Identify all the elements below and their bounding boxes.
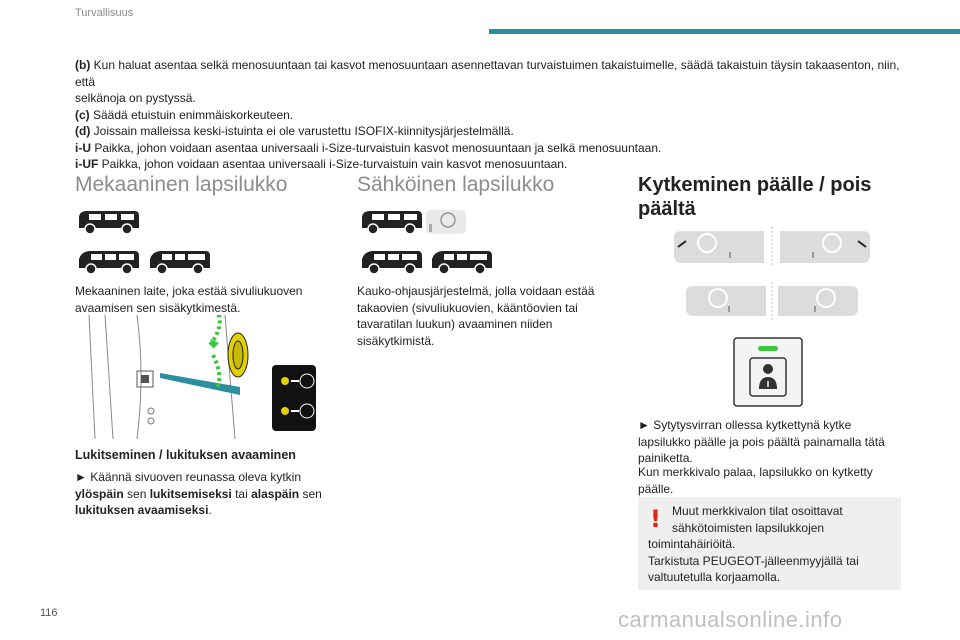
- intro-line: (b) Kun haluat asentaa selkä menosuuntaan tai kasvot menosuuntaan asennettavan turvaistuimen takaistuimelle, säädä takaistuin täysin takaasenton, niin, että: [75, 58, 900, 89]
- intro-line: i-U Paikka, johon voidaan asentaa universaali i-Size-turvaistuin kasvot menosuuntaan ja selkä menosuuntaan.: [75, 140, 662, 155]
- section-header-title: Turvallisuus: [75, 7, 134, 19]
- van-xl-icon: [428, 248, 494, 276]
- van-xl-icon: [146, 248, 212, 276]
- van-long-icon: [75, 248, 141, 276]
- intro-notes: [75, 57, 905, 173]
- electric-description: Kauko-ohjausjärjestelmä, jolla voidaan estää takaovien (sivuliukuovien, kääntöovien tai tavaratilan luukun) avaaminen niiden sisäkytkimistä.: [357, 284, 595, 348]
- intro-line: i-UF Paikka, johon voidaan asentaa universaali i-Size-turvaistuin vain kasvot menosuuntaan.: [75, 157, 568, 171]
- mechanical-description: Mekaaninen laite, joka estää sivuliukuoven avaamisen sen sisäkytkimestä.: [75, 284, 303, 315]
- watermark: carmanualsonline.info: [618, 607, 843, 632]
- switching-instruction: ► Sytytysvirran ollessa kytkettynä kytke lapsilukko päälle ja pois päältä painamalla tätä painiketta.: [638, 418, 885, 465]
- warning-box: [638, 497, 901, 590]
- lock-unlock-subheading: Lukitseminen / lukituksen avaaminen: [75, 448, 296, 462]
- intro-line: (c) Säädä etuistuin enimmäiskorkeuteen.: [75, 107, 294, 122]
- warning-text: Muut merkkivalon tilat osoittavat sähkötoimisten lapsilukkojen toimintahäiriöitä. Tarkistuta PEUGEOT-jälleenmyyjällä tai valtuutetulla korjaamolla.: [648, 504, 859, 584]
- van-long-icon: [358, 248, 424, 276]
- mechanical-instruction: ► Käännä sivuoven reunassa oleva kytkin ylöspäin sen lukitsemiseksi tai alaspäin sen lukituksen avaamiseksi.: [75, 470, 322, 517]
- header-accent-bar: [489, 29, 960, 34]
- child-lock-button-illustration: [733, 337, 803, 407]
- switching-title: Kytkeminen päälle / pois päältä: [638, 174, 872, 220]
- electric-lock-title: Sähköinen lapsilukko: [357, 173, 555, 196]
- page-number: 116: [40, 607, 58, 619]
- van-icon: [75, 208, 141, 236]
- intro-line: (d) Joissain malleissa keski-istuinta ei ole varustettu ISOFIX-kiinnitysjärjestelmällä.: [75, 124, 514, 138]
- door-child-lock-illustration: [75, 315, 317, 439]
- exclamation-warning-icon: !: [650, 505, 661, 533]
- switching-note: Kun merkkivalo palaa, lapsilukko on kytketty päälle.: [638, 465, 873, 496]
- mechanical-lock-title: Mekaaninen lapsilukko: [75, 173, 288, 196]
- steering-wheel-icon: [426, 208, 466, 236]
- intro-line: selkänoja on pystyssä.: [75, 91, 196, 105]
- dashboard-lhd-rhd-illustration: [672, 227, 872, 267]
- van-icon: [358, 208, 424, 236]
- dashboard-variants-illustration: [684, 282, 860, 320]
